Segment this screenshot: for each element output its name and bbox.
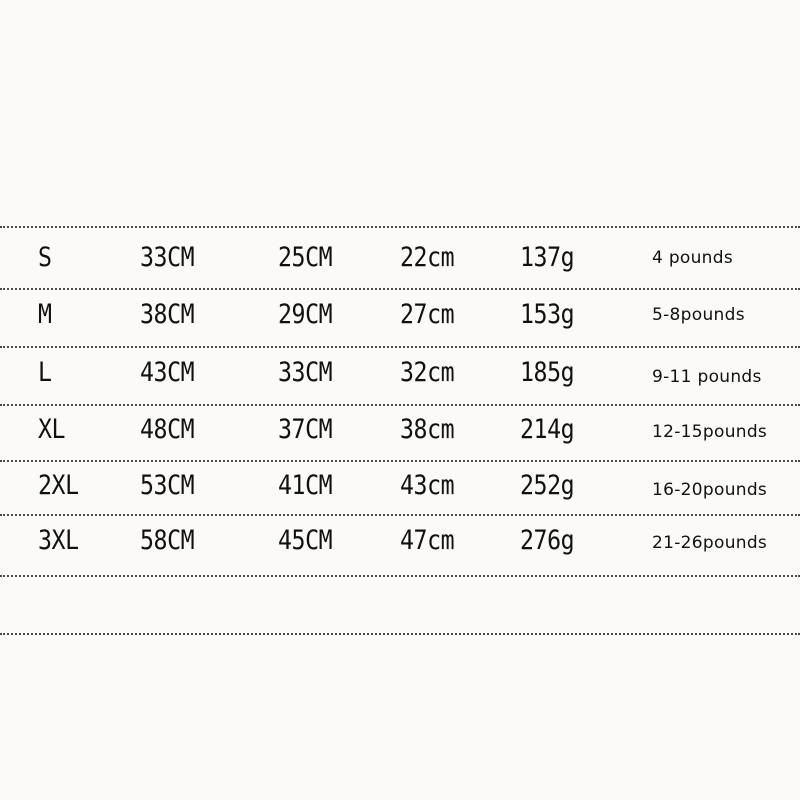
size-label: S <box>38 242 52 273</box>
measurement-cell: 53CM <box>140 470 195 501</box>
table-row <box>0 512 800 570</box>
table-divider <box>0 575 800 577</box>
measurement-cell: 45CM <box>278 525 333 556</box>
pet-weight-cell: 9-11 pounds <box>652 367 762 387</box>
table-bottom-rule <box>0 633 800 635</box>
measurement-cell: 38cm <box>400 414 455 445</box>
measurement-cell: 29CM <box>278 299 333 330</box>
table-row <box>0 286 800 344</box>
measurement-cell: 33CM <box>140 242 195 273</box>
weight-cell: 153g <box>520 299 575 330</box>
measurement-cell: 41CM <box>278 470 333 501</box>
pet-weight-cell: 12-15pounds <box>652 422 768 442</box>
size-label: M <box>38 299 52 330</box>
pet-weight-cell: 16-20pounds <box>652 480 768 500</box>
measurement-cell: 22cm <box>400 242 455 273</box>
weight-cell: 137g <box>520 242 575 273</box>
table-row <box>0 457 800 515</box>
table-row <box>0 401 800 459</box>
size-label: 3XL <box>38 525 79 556</box>
measurement-cell: 27cm <box>400 299 455 330</box>
pet-weight-cell: 5-8pounds <box>652 305 745 325</box>
table-row <box>0 229 800 287</box>
table-row <box>0 344 800 402</box>
size-label: L <box>38 357 52 388</box>
measurement-cell: 47cm <box>400 525 455 556</box>
size-label: XL <box>38 414 66 445</box>
weight-cell: 185g <box>520 357 575 388</box>
measurement-cell: 37CM <box>278 414 333 445</box>
measurement-cell: 48CM <box>140 414 195 445</box>
measurement-cell: 33CM <box>278 357 333 388</box>
measurement-cell: 25CM <box>278 242 333 273</box>
measurement-cell: 43CM <box>140 357 195 388</box>
weight-cell: 276g <box>520 525 575 556</box>
measurement-cell: 38CM <box>140 299 195 330</box>
table-divider <box>0 226 800 228</box>
weight-cell: 252g <box>520 470 575 501</box>
measurement-cell: 58CM <box>140 525 195 556</box>
pet-weight-cell: 21-26pounds <box>652 533 768 553</box>
size-label: 2XL <box>38 470 79 501</box>
weight-cell: 214g <box>520 414 575 445</box>
pet-weight-cell: 4 pounds <box>652 248 734 268</box>
measurement-cell: 43cm <box>400 470 455 501</box>
measurement-cell: 32cm <box>400 357 455 388</box>
